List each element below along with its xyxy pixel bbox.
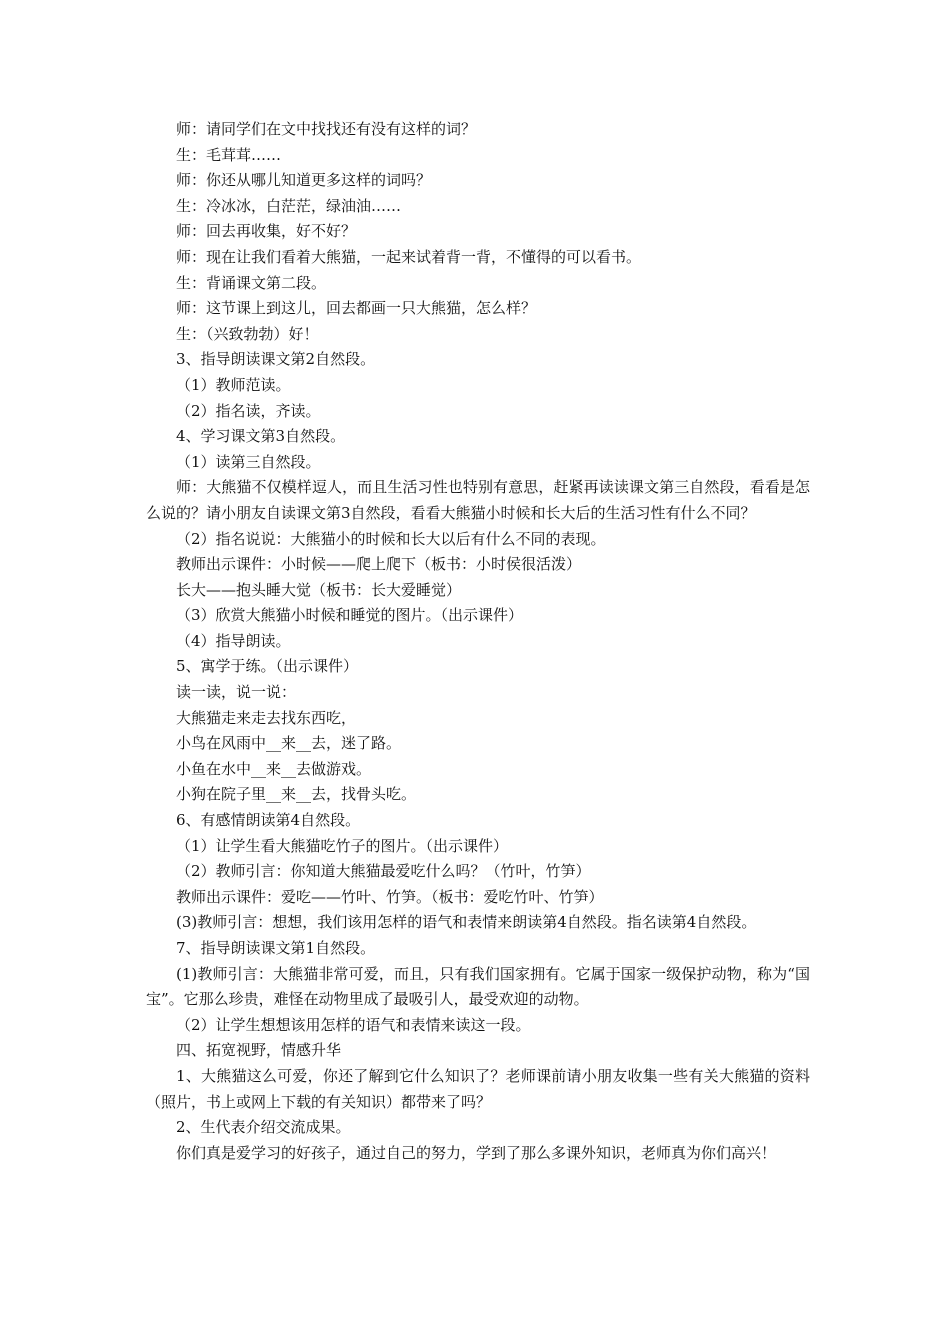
paragraph: 师：回去再收集，好不好？ <box>176 222 357 241</box>
section-heading: 四、拓宽视野，情感升华 <box>176 1041 342 1060</box>
section-item: 1、大熊猫这么可爱，你还了解到它什么知识了？老师课前请小朋友收集一些有关大熊猫的资料（照片，书上或网上下载的有关知识）都带来了吗？ <box>146 1066 810 1111</box>
section-item: 7、指导朗读课文第1自然段。 <box>176 939 376 957</box>
document-body <box>146 117 810 1166</box>
paragraph: 教师出示课件：爱吃——竹叶、竹笋。（板书：爱吃竹叶、竹笋） <box>176 887 604 906</box>
section-item: 3、指导朗读课文第2自然段。 <box>176 350 376 369</box>
paragraph: 师：现在让我们看着大熊猫，一起来试着背一背，不懂得的可以看书。 <box>176 247 642 266</box>
sub-item: （4）指导朗读。 <box>176 631 291 650</box>
exercise-line: 大熊猫走来走去找东西吃， <box>176 708 357 727</box>
sub-item: （2）让学生想想该用怎样的语气和表情来读这一段。 <box>176 1015 531 1034</box>
paragraph: 读一读，说一说： <box>176 683 297 702</box>
paragraph: 你们真是爱学习的好孩子，通过自己的努力，学到了那么多课外知识，老师真为你们高兴！ <box>176 1143 777 1162</box>
exercise-line: 小狗在院子里__来__去，找骨头吃。 <box>176 785 417 804</box>
paragraph: 师：这节课上到这儿，回去都画一只大熊猫，怎么样？ <box>176 299 537 318</box>
section-item: 6、有感情朗读第4自然段。 <box>176 811 361 830</box>
paragraph: 师：你还从哪儿知道更多这样的词吗？ <box>176 171 432 190</box>
exercise-line: 小鸟在风雨中__来__去，迷了路。 <box>176 734 402 753</box>
paragraph: 生：（兴致勃勃）好！ <box>176 324 319 343</box>
sub-item: （2）指名说说：大熊猫小的时候和长大以后有什么不同的表现。 <box>176 529 606 548</box>
paragraph: 教师出示课件：小时候——爬上爬下（板书：小时侯很活泼） <box>176 555 582 574</box>
sub-item: (1)教师引言：大熊猫非常可爱，而且，只有我们国家拥有。它属于国家一级保护动物，称为“国宝”。它那么珍贵，难怪在动物里成了最吸引人，最受欢迎的动物。 <box>146 964 810 1009</box>
paragraph: 生：毛茸茸…… <box>176 145 282 164</box>
paragraph: 师：大熊猫不仅模样逗人，而且生活习性也特别有意思，赶紧再读读课文第三自然段，看看是怎么说的？请小朋友自读课文第3自然段，看看大熊猫小时候和长大后的生活习性有什么不同？ <box>146 478 810 522</box>
sub-item: (3)教师引言：想想，我们该用怎样的语气和表情来朗读第4自然段。指名读第4自然段。 <box>176 913 757 932</box>
paragraph: 生：冷冰冰，白茫茫，绿油油…… <box>176 196 402 215</box>
paragraph: 生：背诵课文第二段。 <box>176 273 327 292</box>
exercise-line: 小鱼在水中__来__去做游戏。 <box>176 759 372 778</box>
section-item: 4、学习课文第3自然段。 <box>176 427 346 446</box>
section-item: 2、生代表介绍交流成果。 <box>176 1118 351 1137</box>
sub-item: （2）教师引言：你知道大熊猫最爱吃什么吗？（竹叶，竹笋） <box>176 862 591 881</box>
section-item: 5、寓学于练。（出示课件） <box>176 657 359 676</box>
sub-item: （1）教师范读。 <box>176 375 291 394</box>
paragraph: 师：请同学们在文中找找还有没有这样的词？ <box>176 120 477 138</box>
sub-item: （2）指名读，齐读。 <box>176 401 321 420</box>
paragraph: 长大——抱头睡大觉（板书：长大爱睡觉） <box>176 580 462 599</box>
sub-item: （1）读第三自然段。 <box>176 452 321 471</box>
sub-item: （1）让学生看大熊猫吃竹子的图片。（出示课件） <box>176 836 509 855</box>
sub-item: （3）欣赏大熊猫小时候和睡觉的图片。（出示课件） <box>176 606 524 625</box>
